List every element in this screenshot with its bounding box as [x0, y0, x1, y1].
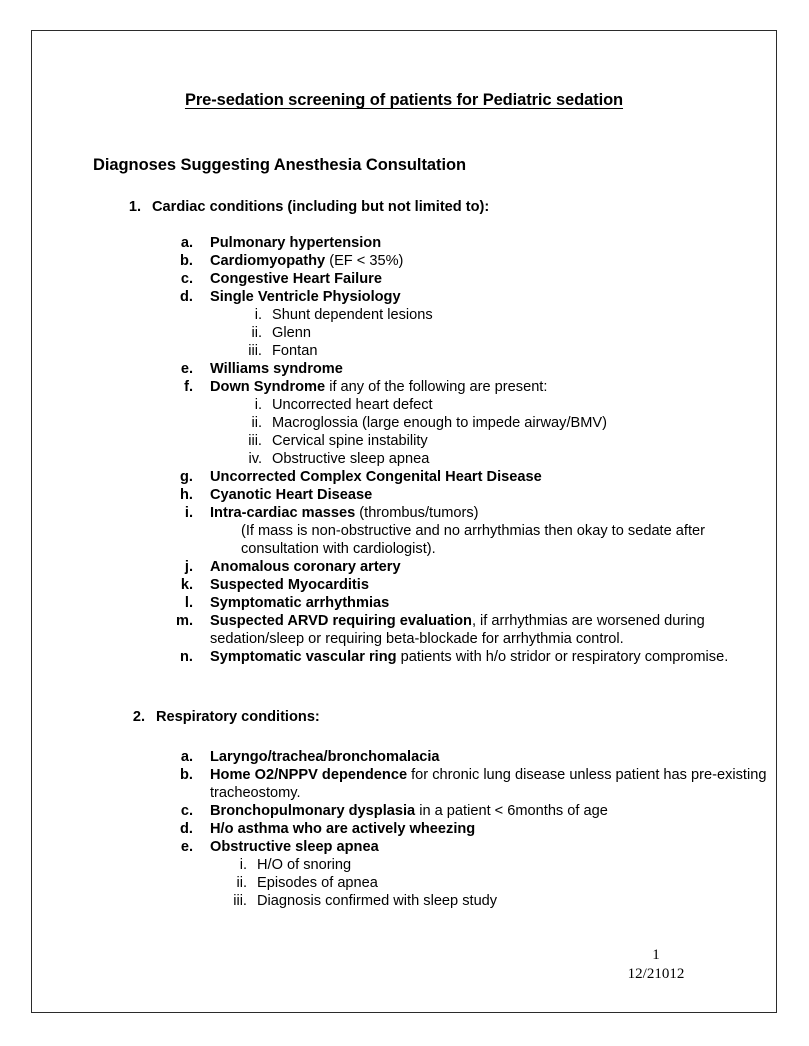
list-text: Intra-cardiac masses: [210, 505, 356, 521]
list-marker: c.: [180, 803, 193, 819]
list-marker: ii.: [251, 415, 262, 431]
list-marker: l.: [184, 595, 193, 611]
list-text: Pulmonary hypertension: [210, 235, 382, 251]
list-marker: j.: [184, 559, 193, 575]
sub-list-item: [210, 396, 776, 414]
list-text-detail: for chronic lung disease unless patient has pre-existing tracheostomy.: [210, 767, 767, 801]
list-text: Fontan: [272, 343, 318, 359]
list-marker: d.: [180, 821, 193, 837]
page-footer: [596, 946, 716, 984]
list-marker: g.: [180, 469, 193, 485]
list-item: [163, 802, 776, 820]
list-marker: i.: [254, 397, 262, 413]
list-marker: b.: [180, 253, 193, 269]
list-text-detail: if any of the following are present:: [325, 379, 548, 395]
list-text: (If mass is non-obstructive and no arrhythmias then okay to sedate after consultation with cardiologist).: [241, 523, 705, 557]
list-text: Cervical spine instability: [272, 433, 428, 449]
list-marker: e.: [180, 361, 193, 377]
list-item: [163, 766, 776, 802]
sub-list-item: [210, 306, 776, 324]
list-text: Symptomatic arrhythmias: [210, 595, 390, 611]
list-text: Diagnosis confirmed with sleep study: [257, 893, 498, 909]
list-item: [161, 270, 776, 288]
list-item: [161, 378, 776, 396]
list-item: [161, 558, 776, 576]
list-marker: iii.: [248, 343, 262, 359]
sub-list-item: [210, 432, 776, 450]
list-item: [161, 252, 776, 270]
document-page: [31, 30, 777, 1013]
list-marker: n.: [180, 649, 193, 665]
list-text: Uncorrected Complex Congenital Heart Disease: [210, 469, 542, 485]
sub-list-item: [195, 874, 776, 892]
list-marker: f.: [184, 379, 193, 395]
list-marker: i.: [239, 857, 247, 873]
list-item: [161, 612, 776, 648]
list-marker: i.: [254, 307, 262, 323]
list-item: [161, 234, 776, 252]
list-marker: a.: [180, 235, 193, 251]
page-title-text: Pre-sedation screening of patients for Pediatric sedation: [184, 91, 624, 109]
list-text: H/o asthma who are actively wheezing: [210, 821, 476, 837]
list-text: Laryngo/trachea/bronchomalacia: [210, 749, 440, 765]
list-text: Anomalous coronary artery: [210, 559, 401, 575]
list-text: Obstructive sleep apnea: [210, 839, 379, 855]
list-text: Symptomatic vascular ring: [210, 649, 397, 665]
list-marker: d.: [180, 289, 193, 305]
sub-list-item: [210, 414, 776, 432]
list-text: Suspected ARVD requiring evaluation: [210, 613, 472, 629]
list-marker: a.: [180, 749, 193, 765]
page-number: 1: [652, 947, 660, 963]
section-number-heading: [119, 198, 776, 216]
list-text-detail: in a patient < 6months of age: [415, 803, 608, 819]
list-text: Macroglossia (large enough to impede airway/BMV): [272, 415, 608, 431]
list-item: [161, 468, 776, 486]
list-text: Home O2/NPPV dependence: [210, 767, 408, 783]
sub-list-item: [210, 342, 776, 360]
list-item: [161, 360, 776, 378]
list-marker: e.: [180, 839, 193, 855]
list-text: Cardiac conditions (including but not limited to):: [152, 199, 490, 215]
list-item: [163, 820, 776, 838]
list-item: [163, 748, 776, 766]
list-text-detail: (thrombus/tumors): [355, 505, 479, 521]
list-marker: h.: [180, 487, 193, 503]
list-text: Obstructive sleep apnea: [272, 451, 430, 467]
list-marker: ii.: [236, 875, 247, 891]
list-text: Shunt dependent lesions: [272, 307, 433, 323]
list-item: [161, 486, 776, 504]
list-marker: iv.: [248, 451, 262, 467]
list-item: [161, 648, 776, 666]
list-text: Williams syndrome: [210, 361, 343, 377]
list-text-detail: , if arrhythmias are worsened during sedation/sleep or requiring beta-blockade for arrhythmia control.: [210, 613, 705, 647]
list-marker: iii.: [248, 433, 262, 449]
list-text: Cyanotic Heart Disease: [210, 487, 373, 503]
list-item: [163, 838, 776, 856]
list-item: [161, 576, 776, 594]
sub-list-item: [195, 892, 776, 910]
list-marker: m.: [175, 613, 193, 629]
sub-list-item: [210, 450, 776, 468]
list-marker: 2.: [132, 709, 145, 725]
list-text: H/O of snoring: [257, 857, 352, 873]
list-text: Suspected Myocarditis: [210, 577, 369, 593]
footer-date: 12/21012: [627, 966, 685, 982]
sub-list-item: [195, 856, 776, 874]
list-text-detail: (EF < 35%): [325, 253, 404, 269]
list-text: Glenn: [272, 325, 311, 341]
section-respiratory: [32, 708, 776, 910]
section-heading: Diagnoses Suggesting Anesthesia Consultation: [93, 156, 467, 174]
list-marker: iii.: [233, 893, 247, 909]
list-text: Uncorrected heart defect: [272, 397, 433, 413]
list-text: Respiratory conditions:: [156, 709, 320, 725]
list-item: [161, 288, 776, 306]
page-title: [32, 91, 776, 110]
list-text: Congestive Heart Failure: [210, 271, 382, 287]
list-text: Bronchopulmonary dysplasia: [210, 803, 416, 819]
list-marker: c.: [180, 271, 193, 287]
section-cardiac: [32, 198, 776, 666]
list-marker: k.: [180, 577, 193, 593]
list-marker: b.: [180, 767, 193, 783]
list-text: Down Syndrome: [210, 379, 326, 395]
list-text: Single Ventricle Physiology: [210, 289, 401, 305]
list-marker: ii.: [251, 325, 262, 341]
list-text-detail: patients with h/o stridor or respiratory compromise.: [396, 649, 729, 665]
list-item-note: [241, 522, 711, 558]
list-item: [161, 594, 776, 612]
list-text: Cardiomyopathy: [210, 253, 326, 269]
list-item: [161, 504, 776, 522]
list-text: Episodes of apnea: [257, 875, 378, 891]
list-marker: 1.: [128, 199, 141, 215]
sub-list-item: [210, 324, 776, 342]
section-number-heading: [123, 708, 776, 726]
list-marker: i.: [184, 505, 193, 521]
